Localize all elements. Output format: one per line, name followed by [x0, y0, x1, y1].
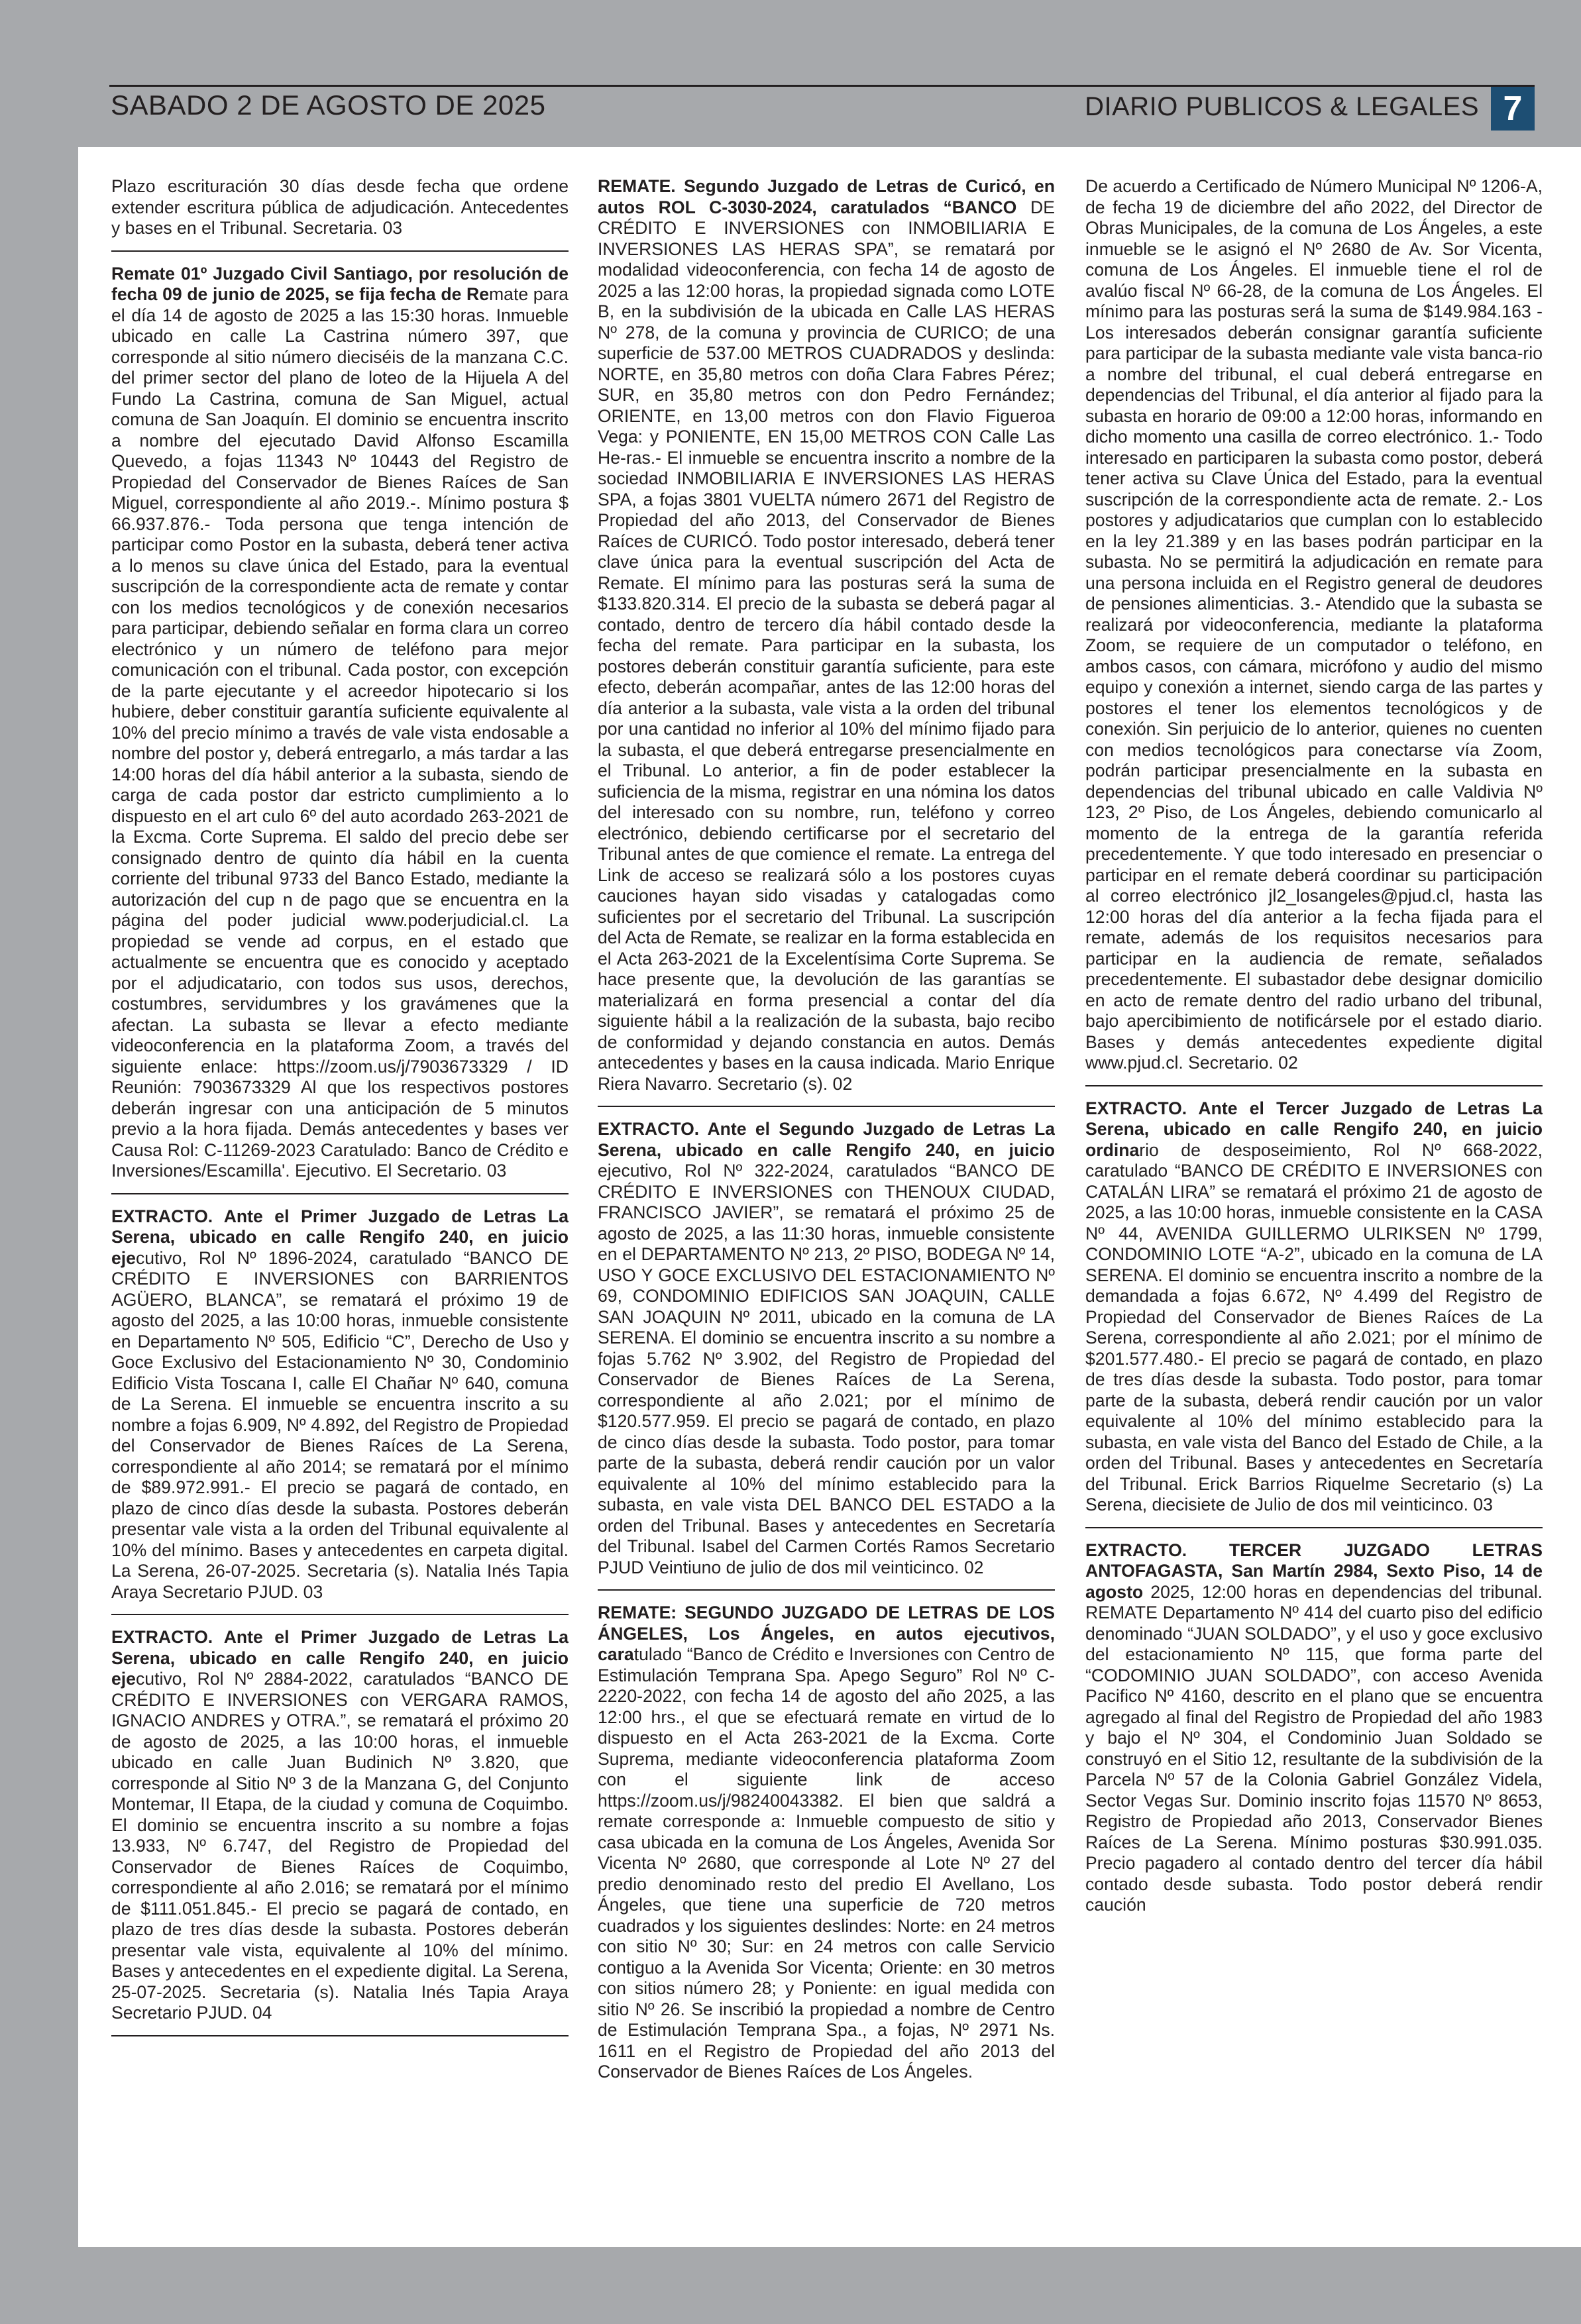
notice-text: rio de desposeimiento, Rol Nº 668-2022, caratulado “BANCO DE CRÉDITO E INVERSIONES con CATALÁN LIRA” se rematará el próximo 21 de agosto de 2025, a las 10:00 horas, inmueble consistente en la CASA Nº 44, AVENIDA GUILLERMO ULRIKSEN Nº 1799, CONDOMINIO LOTE “A-2”, ubicado en la comuna de LA SERENA. El dominio se encuentra inscrito a nombre de la demandada a fojas 6.672, Nº 4.499 del Registro de Propiedad del Conservador de Bienes Raíces de La Serena, correspondiente al año 2.021; por el mínimo de $201.577.480.- El precio se pagará de contado, en plazo de tres días desde la subasta. Todo postor, para tomar parte de la subasta, deberá rendir caución por un valor equivalente al 10% del mínimo establecido para la subasta, en vale vista del Banco del Estado de Chile, a la orden del Tribunal. Bases y antecedentes en Secretaría del Tribunal. Erick Barrios Riquelme Secretario (s) La Serena, diecisiete de Julio de dos mil veinticinco. 03	[1085, 1139, 1543, 1514]
legal-notice	[598, 176, 1055, 1094]
notice-divider	[111, 2035, 569, 2036]
legal-notice	[598, 1603, 1055, 2083]
legal-notice	[598, 1119, 1055, 1578]
legal-notice	[111, 1206, 569, 1603]
notice-text: cutivo, Rol Nº 2884-2022, caratulados “BANCO DE CRÉDITO E INVERSIONES con VERGARA RAMOS, IGNACIO ANDRES y OTRA.”, se rematará el próximo 20 de agosto de 2025, a las 10:00 horas, el inmueble ubicado en calle Juan Budinich Nº 3.820, que corresponde al Sitio Nº 3 de la Manzana G, del Conjunto Montemar, II Etapa, de la ciudad y comuna de Coquimbo. El dominio se encuentra inscrito a su nombre a fojas 13.933, Nº 6.747, del Registro de Propiedad del Conservador de Bienes Raíces de Coquimbo, correspondiente al año 2.016; se rematará por el mínimo de $111.051.845.- El precio se pagará de contado, en plazo de tres días desde la subasta. Postores deberán presentar vale vista, equivalente al 10% del mínimo. Bases y antecedentes en el expediente digital. La Serena, 25-07-2025. Secretaria (s). Natalia Inés Tapia Araya Secretario PJUD. 04	[111, 1669, 569, 2023]
notice-heading: EXTRACTO. TERCER JUZGADO LETRAS ANTOFAGASTA, San Martín 2984, Sexto Piso, 14 de agosto	[1085, 1540, 1543, 1602]
legal-notice	[111, 264, 569, 1182]
page-body	[78, 147, 1581, 2247]
notice-text: tulado “Banco de Crédito e Inversiones con Centro de Estimulación Temprana Spa. Apego Seguro” Rol Nº C-2220-2022, con fecha 14 de agosto del año 2025, a las 12:00 hrs., el que se efectuará remate en virtud de lo dispuesto en el Acta 263-2021 de la Excma. Corte Suprema, mediante videoconferencia plataforma Zoom con el siguiente link de acceso https://zoom.us/j/98240043382. El bien que saldrá a remate corresponde a: Inmueble compuesto de sitio y casa ubicada en la comuna de Los Ángeles, Avenida Sor Vicenta Nº 2680, que corresponde al Lote Nº 27 del predio denominado resto del predio El Avellano, Los Ángeles, que tiene una superficie de 720 metros cuadrados y los siguientes deslindes: Norte: en 24 metros con sitio Nº 30; Sur: en 24 metros con calle Servicio contiguo a la Avenida Sor Vicenta; Oriente: en 30 metros con sitios número 28; y Poniente: en igual medida con sitio Nº 26. Se inscribió la propiedad a nombre de Centro de Estimulación Temprana Spa., a fojas, Nº 2971 Ns. 1611 en el Registro de Propiedad del año 2013 del Conservador de Bienes Raíces de Los Ángeles.	[598, 1644, 1055, 2082]
notice-heading: REMATE. Segundo Juzgado de Letras de Curicó, en autos ROL C-3030-2024, caratulados “BANCO	[598, 176, 1055, 217]
notice-text: Plazo escrituración 30 días desde fecha que ordene extender escritura pública de adjudicación. Antecedentes y bases en el Tribunal. Secretaria. 03	[111, 176, 569, 238]
notice-divider	[111, 250, 569, 252]
notice-heading: REMATE: SEGUNDO JUZGADO DE LETRAS DE LOS ÁNGELES, Los Ángeles, en autos ejecutivos, cara	[598, 1603, 1055, 1664]
legal-notice	[1085, 1540, 1543, 1916]
legal-notice	[1085, 176, 1543, 1074]
notice-text: mate para el día 14 de agosto de 2025 a las 15:30 horas. Inmueble ubicado en calle La Castrina número 397, que corresponde al sitio número dieciséis de la manzana C.C. del primer sector del plano de loteo de la Hijuela A del Fundo La Castrina, comuna de San Miguel, actual comuna de San Joaquín. El dominio se encuentra inscrito a nombre del ejecutado David Alfonso Escamilla Quevedo, a fojas 11343 Nº 10443 del Registro de Propiedad del Conservador de Bienes Raíces de San Miguel, correspondiente al año 2019.-. Mínimo postura $ 66.937.876.- Toda persona que tenga intención de participar como Postor en la subasta, deberá tener activa a lo menos su clave única del Estado, para la eventual suscripción de la correspondiente acta de remate y contar con los medios tecnológicos y de conexión necesarios para participar, debiendo señalar en forma clara un correo electrónico y un número de teléfono para mejor comunicación con el tribunal. Cada postor, con excepción de la parte ejecutante y el acreedor hipotecario si los hubiere, deber constituir garantía suficiente equivalente al 10% del precio mínimo a través de vale vista endosable a nombre del postor y, deberá entregarlo, a más tardar a las 14:00 horas del día hábil anterior a la subasta, siendo de carga de cada postor dar estricto cumplimiento a lo dispuesto en el art culo 6º del auto acordado 263-2021 de la Excma. Corte Suprema. El saldo del precio debe ser consignado dentro de quinto día hábil en la cuenta corriente del tribunal 9733 del Banco Estado, mediante la autorización del cup n de pago que se encuentra en la página del poder judicial www.poderjudicial.cl. La propiedad se vende ad corpus, en el estado que actualmente se encuentra que es conocido y aceptado por el adjudicatario, con todos sus usos, derechos, costumbres, servidumbres y los gravámenes que la afectan. La subasta se llevar a efecto mediante videoconferencia en la plataforma Zoom, a través del siguiente enlace: https://zoom.us/j/7903673329 / ID Reunión: 7903673329 Al que los respectivos postores deberán ingresar con una anticipación de 5 minutos previo a la hora fijada. Demás antecedentes y bases ver Causa Rol: C-11269-2023 Caratulado: Banco de Crédito e Inversiones/Escamilla'. Ejecutivo. El Secretario. 03	[111, 284, 569, 1181]
column-1	[111, 176, 569, 2237]
notice-text: 2025, 12:00 horas en dependencias del tribunal. REMATE Departamento Nº 414 del cuarto piso del edificio denominado “JUAN SOLDADO”, y el uso y goce exclusivo del estacionamiento Nº 115, que forma parte del “CODOMINIO JUAN SOLDADO”, con acceso Avenida Pacifico Nº 4160, descrito en el plano que se encuentra agregado al final del Registro de Propiedad del año 1983 y bajo el Nº 304, el Condominio Juan Soldado se construyó en el Sitio 12, resultante de la subdivisión de la Parcela Nº 57 de la Colonia Gabriel González Videla, Sector Vegas Sur. Dominio inscrito fojas 11570 Nº 8653, Registro de Propiedad año 2013, Conservador Bienes Raíces de La Serena. Mínimo posturas $30.991.035. Precio pagadero al contado dentro del tercer día hábil contado desde subasta. Todo postor deberá rendir caución	[1085, 1581, 1543, 1915]
legal-notice	[111, 176, 569, 239]
notice-heading: EXTRACTO. Ante el Primer Juzgado de Letras La Serena, ubicado en calle Rengifo 240, en juicio eje	[111, 1206, 569, 1268]
column-2	[598, 176, 1055, 2237]
newspaper-name: DIARIO PUBLICOS & LEGALES	[1085, 92, 1479, 121]
notice-heading: Remate 01º Juzgado Civil Santiago, por resolución de fecha 09 de junio de 2025, se fija fecha de Re	[111, 263, 569, 304]
notice-text: ejecutivo, Rol Nº 322-2024, caratulados “BANCO DE CRÉDITO E INVERSIONES con THENOUX CIUDAD, FRANCISCO JAVIER”, se rematará el próximo 25 de agosto de 2025, a las 11:30 horas, inmueble consistente en el DEPARTAMENTO Nº 213, 2º PISO, BODEGA Nº 14, USO Y GOCE EXCLUSIVO DEL ESTACIONAMIENTO Nº 69, CONDOMINIO EDIFICIOS SAN JOAQUIN, CALLE SAN JOAQUIN Nº 2011, ubicado en la comuna de LA SERENA. El dominio se encuentra inscrito a su nombre a fojas 5.762 Nº 3.902, del Registro de Propiedad del Conservador de Bienes Raíces de La Serena, correspondiente al año 2.021; por el mínimo de $120.577.959. El precio se pagará de contado, en plazo de cinco días desde la subasta. Todo postor, para tomar parte de la subasta, deberá rendir caución por un valor equivalente al 10% del mínimo establecido para la subasta, en vale vista DEL BANCO DEL ESTADO a la orden del Tribunal. Bases y antecedentes en Secretaría del Tribunal. Isabel del Carmen Cortés Ramos Secretario PJUD Veintiuno de julio de dos mil veinticinco. 02	[598, 1161, 1055, 1577]
notice-text: De acuerdo a Certificado de Número Municipal Nº 1206-A, de fecha 19 de diciembre del año 2022, del Director de Obras Municipales, de la comuna de Los Ángeles, a este inmueble se le asignó el Nº 2680 de Av. Sor Vicenta, comuna de Los Ángeles. El inmueble tiene el rol de avalúo fiscal Nº 66-28, de la comuna de Los Ángeles. El mínimo para las posturas será la suma de $149.984.163 - Los interesados deberán consignar garantía suficiente para participar de la subasta mediante vale vista banca-rio a nombre del tribunal, el cual deberá entregarse en dependencias del Tribunal, el día anterior al fijado para la subasta en horario de 09:00 a 12:00 horas, informando en dicho momento una casilla de correo electrónico. 1.- Todo interesado en participaren la subasta como postor, deberá tener activa su Clave Única del Estado, para la eventual suscripción de la correspondiente acta de remate. 2.- Los postores y adjudicatarios que cumplan con lo establecido en la ley 21.389 y en las bases podrán participar en la subasta. No se permitirá la adjudicación en remate para una persona incluida en el Registro general de deudores de pensiones alimenticias. 3.- Atendido que la subasta se realizará por videoconferencia, mediante la plataforma Zoom, se requiere de un computador o teléfono, en ambos casos, con cámara, micrófono y audio del mismo equipo y conexión a internet, siendo carga de las partes y postores el tener los elementos tecnológicos y de conexión. Sin perjuicio de lo anterior, quienes no cuenten con medios tecnológicos para conectarse vía Zoom, podrán participar presencialmente en la subasta en dependencias del tribunal ubicado en calle Valdivia Nº 123, 2º Piso, de Los Ángeles, debiendo comunicarlo al momento de la entrega de la garantía referida precedentemente. Y que todo interesado en presenciar o participar en el remate deberá coordinar su participación al correo electrónico jl2_losangeles@pjud.cl, hasta las 12:00 horas del día anterior a la fecha fijada para el remate, además de los requisitos necesarios para participar en la audiencia de remate, señalados precedentemente. El subastador debe designar domicilio en acto de remate dentro del radio urbano del tribunal, bajo apercibimiento de notificársele por el estado diario. Bases y demás antecedentes expediente digital www.pjud.cl. Secretario. 02	[1085, 176, 1543, 1073]
notice-heading: EXTRACTO. Ante el Primer Juzgado de Letras La Serena, ubicado en calle Rengifo 240, en juicio eje	[111, 1627, 569, 1689]
notice-divider	[1085, 1527, 1543, 1528]
notice-divider	[598, 1106, 1055, 1107]
notice-divider	[1085, 1085, 1543, 1086]
notice-text: cutivo, Rol Nº 1896-2024, caratulado “BANCO DE CRÉDITO E INVERSIONES con BARRIENTOS AGÜERO, BLANCA”, se rematará el próximo 19 de agosto del 2025, a las 10:00 horas, inmueble consistente en Departamento Nº 505, Edificio “C”, Derecho de Uso y Goce Exclusivo del Estacionamiento Nº 30, Condominio Edificio Vista Toscana I, calle El Chañar Nº 640, comuna de La Serena. El inmueble se encuentra inscrito a su nombre a fojas 6.909, Nº 4.892, del Registro de Propiedad del Conservador de Bienes Raíces de La Serena, correspondiente al año 2014; se rematará por el mínimo de $89.972.991.- El precio se pagará de contado, en plazo de cinco días desde la subasta. Postores deberán presentar vale vista a la orden del Tribunal equivalente al 10% del mínimo. Bases y antecedentes en carpeta digital. La Serena, 26-07-2025. Secretaria (s). Natalia Inés Tapia Araya Secretario PJUD. 03	[111, 1247, 569, 1602]
legal-notice	[1085, 1098, 1543, 1516]
page-header	[109, 85, 1535, 129]
issue-date: SABADO 2 DE AGOSTO DE 2025	[111, 89, 546, 121]
column-3	[1085, 176, 1543, 2237]
notice-divider	[598, 1589, 1055, 1591]
notice-heading: EXTRACTO. Ante el Tercer Juzgado de Letras La Serena, ubicado en calle Rengifo 240, en juicio ordina	[1085, 1098, 1543, 1160]
legal-notice	[111, 1627, 569, 2024]
page-number: 7	[1491, 87, 1535, 131]
notice-divider	[111, 1193, 569, 1194]
notice-text: DE CRÉDITO E INVERSIONES con INMOBILIARIA E INVERSIONES LAS HERAS SPA”, se rematará por modalidad videoconferencia, con fecha 14 de agosto de 2025 a las 12:00 horas, la propiedad signada como LOTE B, en la subdivisión de la ubicada en Calle LAS HERAS Nº 278, de la comuna y provincia de CURICO; de una superficie de 537.00 METROS CUADRADOS y deslinda: NORTE, en 35,80 metros con doña Clara Fabres Pérez; SUR, en 35,80 metros con don Pedro Fernández; ORIENTE, en 13,00 metros con don Flavio Figueroa Vega: y PONIENTE, EN 15,00 METROS CON Calle Las He-ras.- El inmueble se encuentra inscrito a nombre de la sociedad INMOBILIARIA E INVERSIONES LAS HERAS SPA, a fojas 3801 VUELTA número 2671 del Registro de Propiedad del año 2013, del Conservador de Bienes Raíces de CURICÓ. Todo postor interesado, deberá tener clave única para la eventual suscripción del Acta de Remate. El mínimo para las posturas será la suma de $133.820.314. El precio de la subasta se deberá pagar al contado, dentro de tercero día hábil contado desde la fecha del remate. Para participar en la subasta, los postores deberán constituir garantía suficiente, para este efecto, deberán acompañar, antes de las 12:00 horas del día anterior a la subasta, vale vista a la orden del tribunal por una cantidad no inferior al 10% del mínimo fijado para la subasta, el que deberá entregarse presencialmente en el Tribunal. Lo anterior, a fin de poder establecer la suficiencia de la misma, registrar en una nómina los datos del interesado con su nombre, run, teléfono y correo electrónico, debiendo certificarse por el secretario del Tribunal antes de que comience el remate. La entrega del Link de acceso se realizará sólo a los postores cuyas cauciones hayan sido visadas y catalogadas como suficientes por el secretario del Tribunal. La suscripción del Acta de Remate, se realizar en la forma establecida en el Acta 263-2021 de la Excelentísima Corte Suprema. Se hace presente que, la devolución de las garantías se materializará en forma presencial a contar del día siguiente hábil a la realización de la subasta, bajo recibo de conformidad y dejando constancia en autos. Demás antecedentes y bases en la causa indicada. Mario Enrique Riera Navarro. Secretario (s). 02	[598, 197, 1055, 1094]
notice-divider	[111, 1614, 569, 1615]
notice-heading: EXTRACTO. Ante el Segundo Juzgado de Letras La Serena, ubicado en calle Rengifo 240, en juicio	[598, 1119, 1055, 1160]
